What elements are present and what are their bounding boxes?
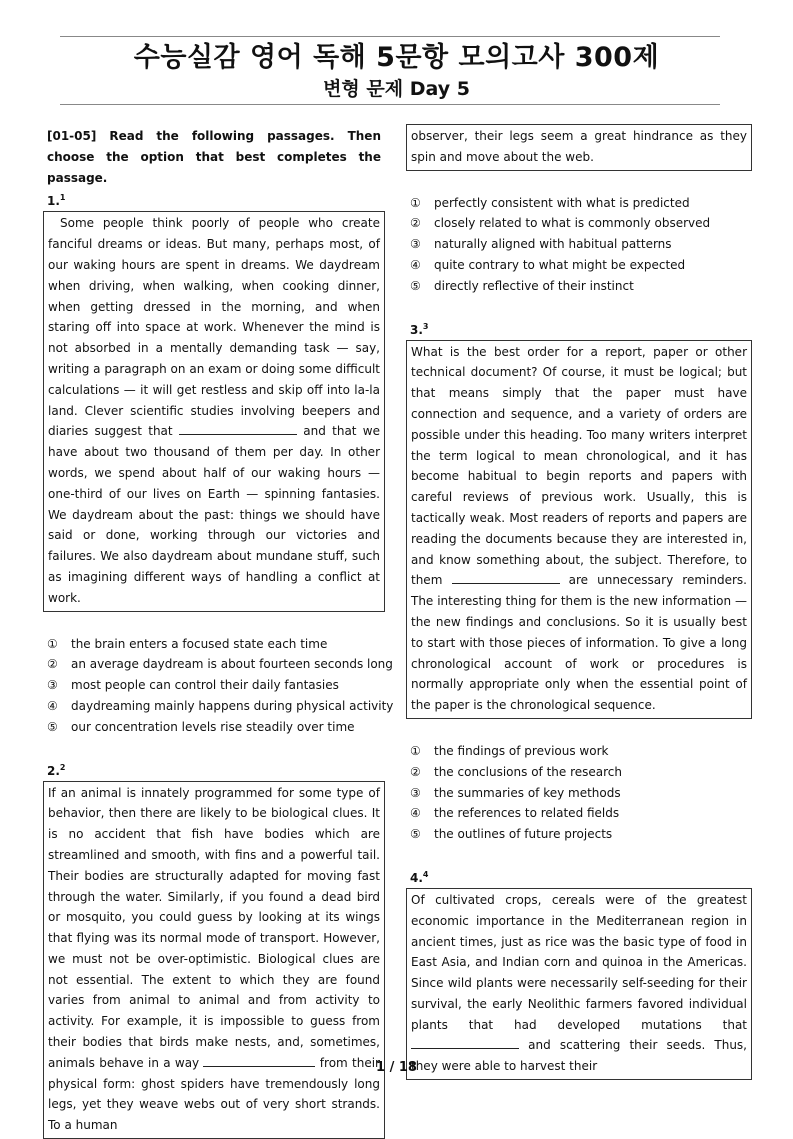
passage-text: from their physical form: ghost spiders have tremendously long legs, yet they weave webs out of very short strands. To a human (48, 1055, 380, 1133)
question-3-choices (406, 741, 752, 845)
question-4-passage (406, 888, 752, 1080)
choice-item[interactable]: ① perfectly consistent with what is predicted (410, 195, 690, 210)
passage-text: observer, their legs seem a great hindrance as they spin and move about the web. (411, 129, 747, 164)
question-3-number: 3.$^3$ (410, 321, 429, 337)
right-column (406, 124, 752, 1080)
instruction-text: [01-05] Read the following passages. Then choose the option that best completes the passage. (47, 129, 381, 185)
page-number: 1 / 18 (376, 1060, 417, 1075)
header-rule-top (60, 36, 720, 37)
answer-blank (411, 1036, 519, 1049)
choice-item[interactable]: ⑤ our concentration levels rise steadily over time (47, 719, 355, 734)
choice-item[interactable]: ⑤ directly reflective of their instinct (410, 278, 634, 293)
page-subtitle: 변형 문제 Day 5 (323, 78, 470, 100)
choice-item[interactable]: ⑤ the outlines of future projects (410, 827, 613, 842)
choice-item[interactable]: ① the brain enters a focused state each time (47, 636, 328, 651)
choice-item[interactable]: ② closely related to what is commonly observed (410, 216, 711, 231)
page-title: 수능실감 영어 독해 5문항 모의고사 300제 (133, 42, 660, 73)
choice-item[interactable]: ④ quite contrary to what might be expected (410, 257, 686, 272)
choice-item[interactable]: ② the conclusions of the research (410, 764, 622, 779)
question-2-passage (43, 781, 385, 1139)
passage-text: and that we have about two thousand of them per day. In other words, we spend about half of our waking hours — one-third of our lives on Earth — spinning fantasies. We daydream about the past: things we should have said or done, working through our victories and failures. We also daydream about mundane stuff, such as imagining different ways of handling a conflict at work. (48, 424, 380, 605)
choice-item[interactable]: ③ naturally aligned with habitual patterns (410, 237, 672, 252)
question-2-choices (406, 193, 752, 297)
choice-item[interactable]: ② an average daydream is about fourteen seconds long (47, 657, 393, 672)
choice-item[interactable]: ③ the summaries of key methods (410, 785, 621, 800)
choice-item[interactable]: ④ daydreaming mainly happens during physical activity (47, 698, 394, 713)
passage-text: Of cultivated crops, cereals were of the greatest economic importance in the Mediterranean region in ancient times, just as rice was the basic type of food in East Asia, and Indian corn and quinoa in the Americas. Since wild plants were necessarily self-seeding for their survival, the early Neolithic farmers favored individual plants that had developed mutations that (411, 892, 747, 1032)
choice-item[interactable]: ③ most people can control their daily fantasies (47, 678, 339, 693)
passage-text: and scattering their seeds. Thus, they were able to harvest their (411, 1038, 747, 1074)
question-1-choices (43, 634, 394, 738)
question-1-number: 1.$^1$ (47, 193, 66, 209)
question-3-passage (406, 340, 752, 719)
question-2-number: 2.$^2$ (47, 762, 66, 778)
answer-blank (179, 422, 297, 435)
passage-text: What is the best order for a report, paper or other technical document? Of course, it must be logical; but that means simply that the paper must have connection and sequence, and a variety of orders are possible under this heading. Too many writers interpret the term logical to mean chronological, and it has become habitual to begin reports and papers with careful reviews of previous work. Usually, this is tactically weak. Most readers of reports and papers are reading the documents because they are interested in, and know something about, the subject. Therefore, to them (411, 344, 747, 588)
choice-item[interactable]: ① the findings of previous work (410, 743, 609, 758)
left-column (43, 126, 394, 1139)
answer-blank (452, 571, 560, 584)
question-4-number: 4.$^4$ (410, 869, 429, 885)
header-rule-bottom (60, 104, 720, 105)
choice-item[interactable]: ④ the references to related fields (410, 806, 620, 821)
passage-text: Some people think poorly of people who create fanciful dreams or ideas. But many, perhaps most, of our waking hours are spent in dreams. We daydream when driving, when walking, when cooking dinner, when getting dressed in the morning, and when staring off into space at work. Whenever the mind is not absorbed in a mentally demanding task — say, writing a paragraph on an exam or doing some difficult calculations — it will get restless and skip off into la-la land. Clever scientific studies involving beepers and diaries suggest that (48, 216, 380, 439)
question-1-passage (43, 211, 385, 611)
passage-text: If an animal is innately programmed for some type of behavior, then there are likely to be biological clues. It is no accident that fish have bodies which are streamlined and smooth, with fins and a powerful tail. Their bodies are structurally adapted for moving fast through the water. Similarly, if you found a dead bird or mosquito, you could guess by looking at its wings that flying was its normal mode of transport. However, we must not be over-optimistic. Biological clues are not essential. The extent to which they are found varies from animal to animal and from activity to activity. For example, it is impossible to guess from their bodies that birds make nests, and, sometimes, animals behave in a way (48, 785, 380, 1070)
passage-text: are unnecessary reminders. The interesting thing for them is the new information — the new findings and conclusions. So it is usually best to start with those pieces of information. To give a long chronological account of work or procedures is normally appropriate only when the essential point of the paper is the chronological sequence. (411, 573, 747, 713)
question-2-passage-continued (406, 124, 752, 171)
